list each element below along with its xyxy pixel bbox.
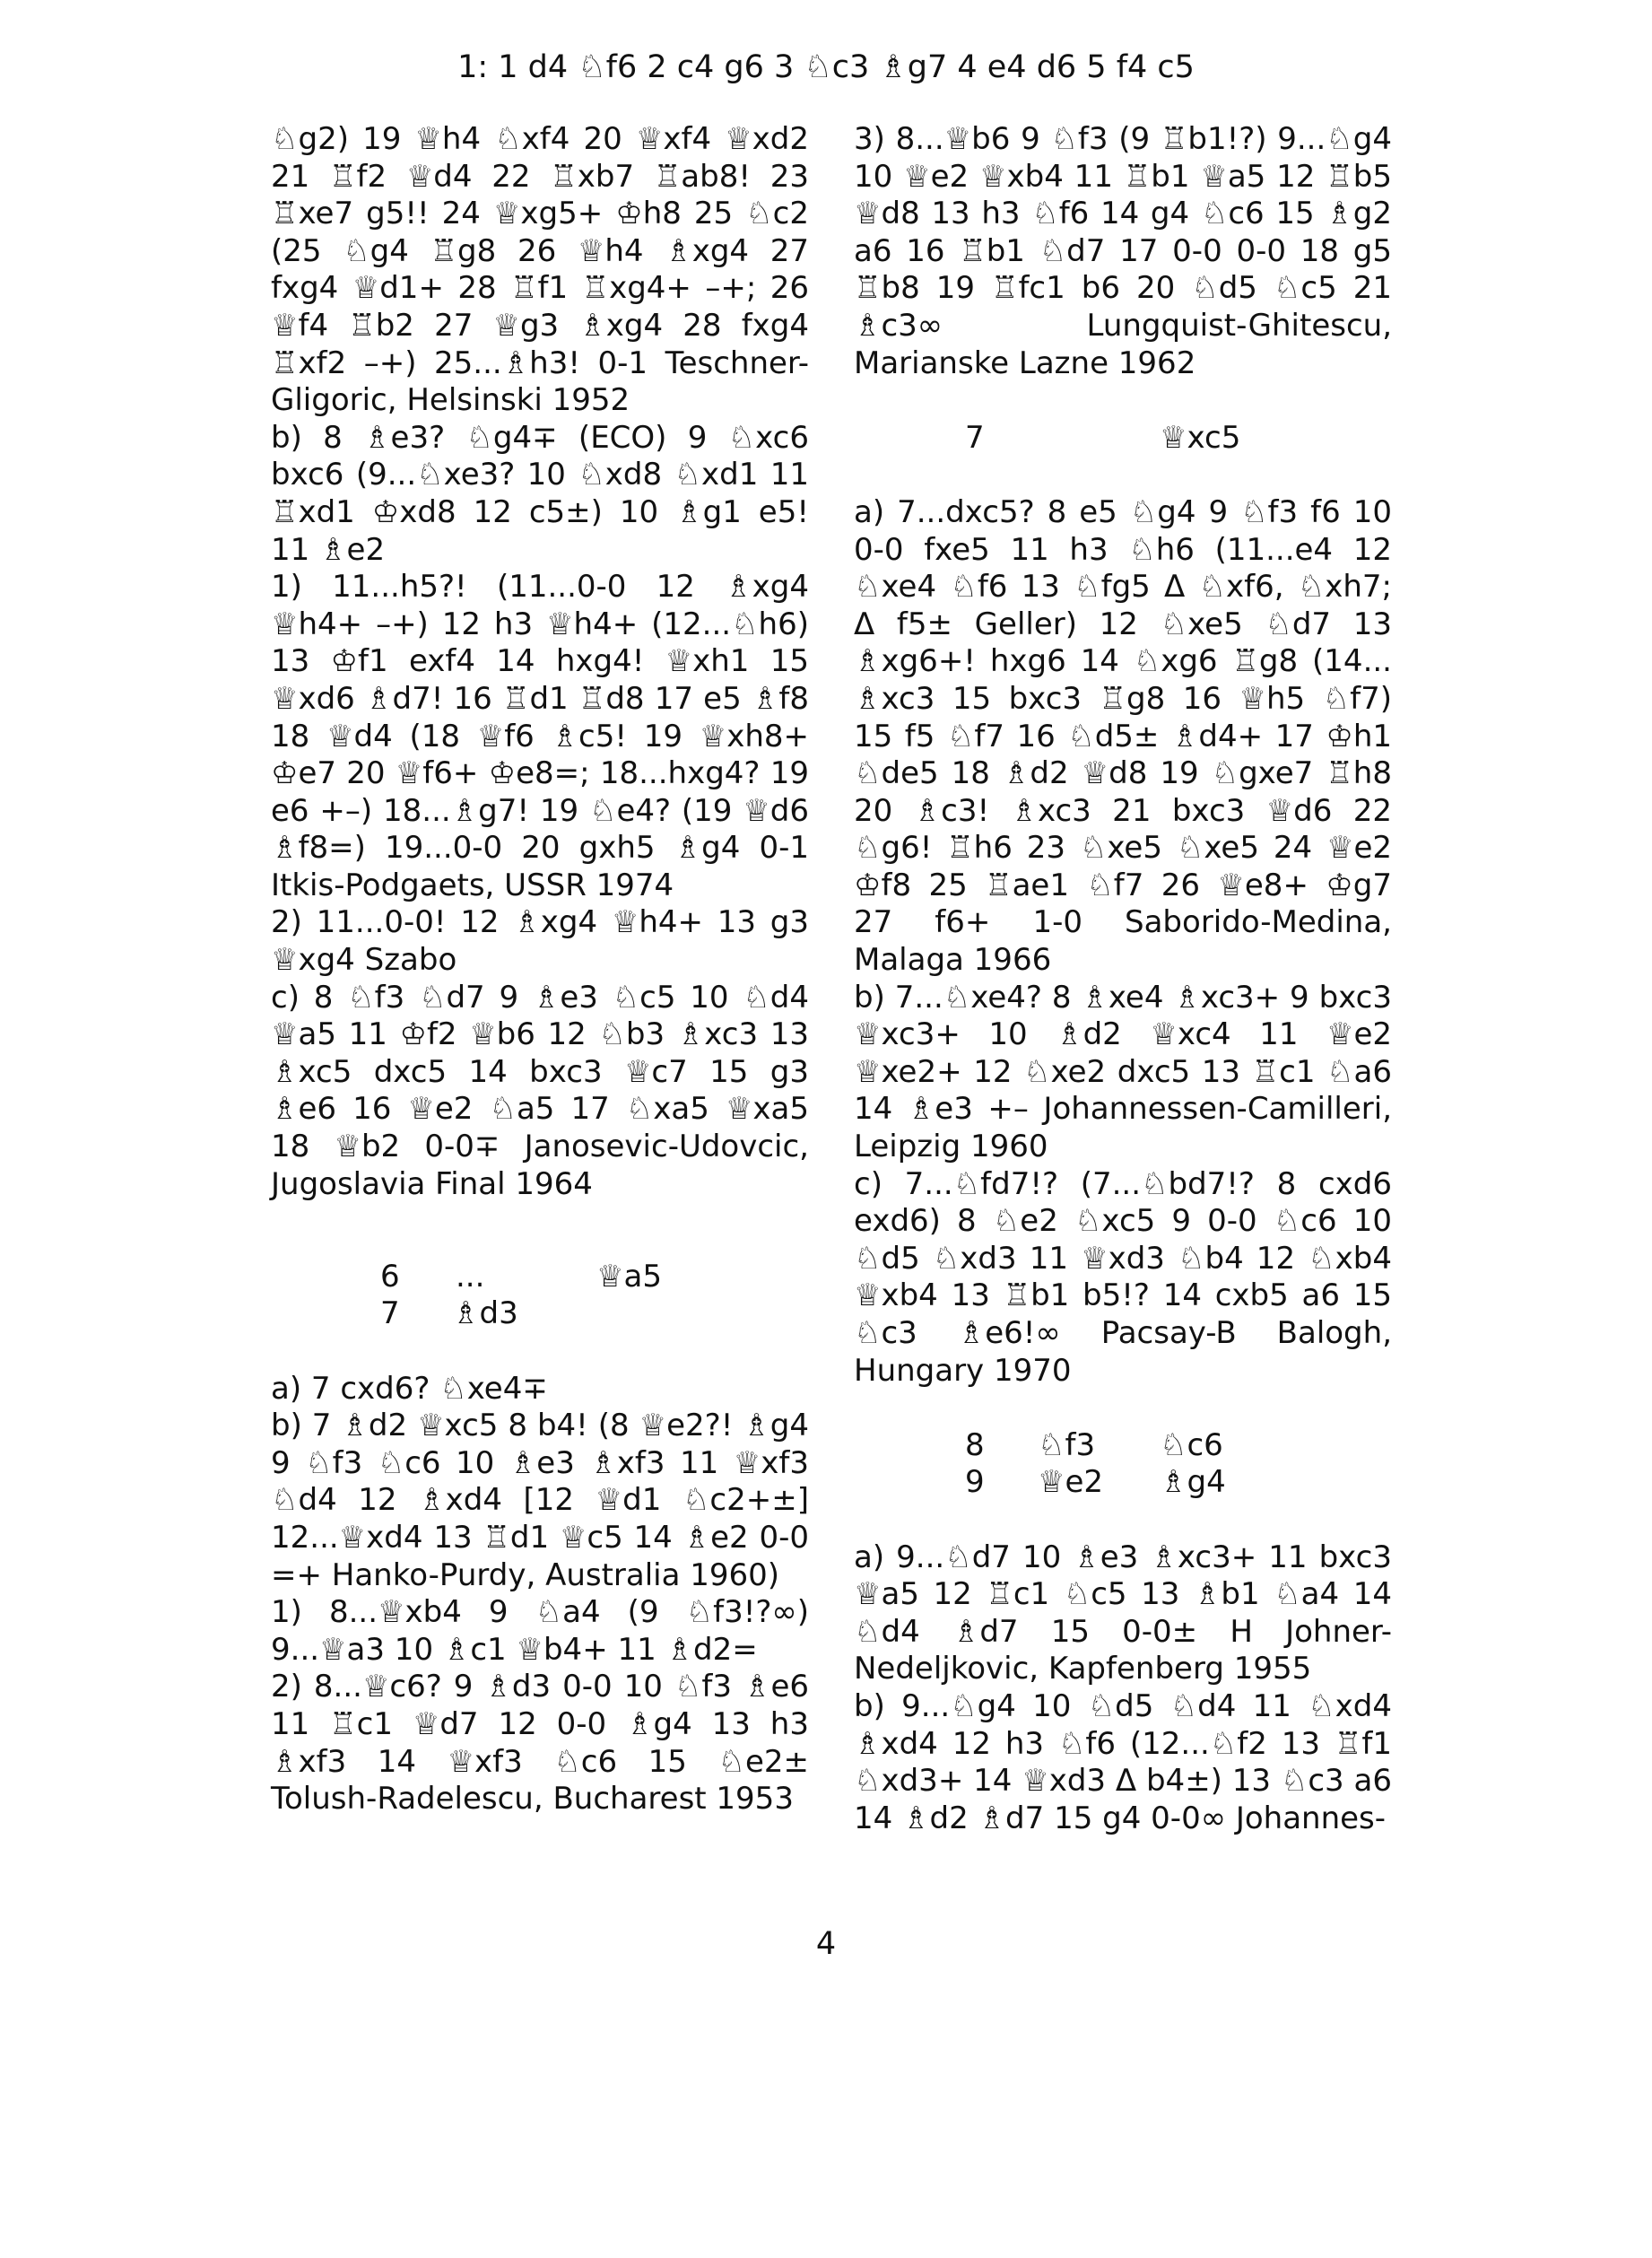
annotation-paragraph: b) 8 ♗e3? ♘g4∓ (ECO) 9 ♘xc6 bxc6 (9...♘xe3? 10 ♘xd8 ♘xd1 11 ♖xd1 ♔xd8 12 c5±) 10 ♗g1 e5! 11 ♗e2 <box>271 419 809 568</box>
spacer <box>271 1333 809 1371</box>
spacer <box>854 382 1392 420</box>
white-move: ♘f3 <box>1038 1426 1096 1463</box>
annotation-paragraph: 2) 8...♕c6? 9 ♗d3 0-0 10 ♘f3 ♗e6 11 ♖c1 ♕d7 12 0-0 ♗g4 13 h3 ♗xf3 14 ♕xf3 ♘c6 15 ♘e2± Tolush-Radelescu, Bucharest 1953 <box>271 1669 809 1818</box>
main-move-line <box>854 420 1392 458</box>
move-number: 9 <box>965 1464 985 1501</box>
spacer <box>271 1203 809 1241</box>
black-move: ♕a5 <box>596 1258 662 1295</box>
annotation-paragraph: b) 7...♘xe4? 8 ♗xe4 ♗xc3+ 9 bxc3 ♕xc3+ 10 ♗d2 ♕xc4 11 ♕e2 ♕xe2+ 12 ♘xe2 dxc5 13 ♖c1 ♘a6 14 ♗e3 +– Johannessen-Camilleri, Leipzig 1960 <box>854 979 1392 1165</box>
annotation-paragraph: c) 8 ♘f3 ♘d7 9 ♗e3 ♘c5 10 ♘d4 ♕a5 11 ♔f2 ♕b6 12 ♘b3 ♗xc3 13 ♗xc5 dxc5 14 bxc3 ♕c7 15 g3 ♗e6 16 ♕e2 ♘a5 17 ♘xa5 ♕xa5 18 ♕b2 0-0∓ Janosevic-Udovcic, Jugoslavia Final 1964 <box>271 979 809 1202</box>
main-move-line <box>271 1259 809 1296</box>
move-number: 7 <box>380 1295 400 1332</box>
right-column <box>854 121 1392 1837</box>
move-number: 8 <box>965 1426 985 1463</box>
annotation-paragraph: 1) 8...♕xb4 9 ♘a4 (9 ♘f3!?∞) 9...♕a3 10 ♗c1 ♕b4+ 11 ♗d2= <box>271 1594 809 1668</box>
annotation-paragraph: a) 7...dxc5? 8 e5 ♘g4 9 ♘f3 f6 10 0-0 fxe5 11 h3 ♘h6 (11...e4 12 ♘xe4 ♘f6 13 ♘fg5 Δ ♘xf6, ♘xh7; Δ f5± Geller) 12 ♘xe5 ♘d7 13 ♗xg6+! hxg6 14 ♘xg6 ♖g8 (14... ♗xc3 15 bxc3 ♖g8 16 ♕h5 ♘f7) 15 f5 ♘f7 16 ♘d5± ♗d4+ 17 ♔h1 ♘de5 18 ♗d2 ♕d8 19 ♘gxe7 ♖h8 20 ♗c3! ♗xc3 21 bxc3 ♕d6 22 ♘g6! ♖h6 23 ♘xe5 ♘xe5 24 ♕e2 ♔f8 25 ♖ae1 ♘f7 26 ♕e8+ ♔g7 27 f6+ 1-0 Saborido-Medina, Malaga 1966 <box>854 493 1392 979</box>
annotation-paragraph: a) 9...♘d7 10 ♗e3 ♗xc3+ 11 bxc3 ♕a5 12 ♖c1 ♘c5 13 ♗b1 ♘a4 14 ♘d4 ♗d7 15 0-0± H Johner-Nedeljkovic, Kapfenberg 1955 <box>854 1539 1392 1687</box>
spacer <box>271 1241 809 1259</box>
white-move: ♗d3 <box>452 1295 518 1332</box>
move-number: 7 <box>965 419 985 456</box>
black-move: ♕xc5 <box>1160 419 1241 456</box>
left-column <box>271 121 809 1818</box>
page-number: 4 <box>815 1926 837 1962</box>
move-number: 6 <box>380 1258 400 1295</box>
main-move-line <box>271 1295 809 1333</box>
white-move: ... <box>456 1258 485 1295</box>
annotation-paragraph: 1) 11...h5?! (11...0-0 12 ♗xg4 ♕h4+ –+) 12 h3 ♕h4+ (12...♘h6) 13 ♔f1 exf4 14 hxg4! ♕xh1 15 ♕xd6 ♗d7! 16 ♖d1 ♖d8 17 e5 ♗f8 18 ♕d4 (18 ♕f6 ♗c5! 19 ♕xh8+ ♔e7 20 ♕f6+ ♔e8=; 18...hxg4? 19 e6 +–) 18...♗g7! 19 ♘e4? (19 ♕d6 ♗f8=) 19...0-0 20 gxh5 ♗g4 0-1 Itkis-Podgaets, USSR 1974 <box>271 569 809 903</box>
annotation-paragraph: c) 7...♘fd7!? (7...♘bd7!? 8 cxd6 exd6) 8 ♘e2 ♘xc5 9 0-0 ♘c6 10 ♘d5 ♘xd3 11 ♕xd3 ♘b4 12 ♘xb4 ♕xb4 13 ♖b1 b5!? 14 cxb5 a6 15 ♘c3 ♗e6!∞ Pacsay-B Balogh, Hungary 1970 <box>854 1165 1392 1389</box>
annotation-paragraph: a) 7 cxd6? ♘xe4∓ <box>271 1370 548 1407</box>
spacer <box>854 457 1392 494</box>
main-move-line <box>854 1464 1392 1502</box>
annotation-paragraph: 3) 8...♕b6 9 ♘f3 (9 ♖b1!?) 9...♘g4 10 ♕e2 ♕xb4 11 ♖b1 ♕a5 12 ♖b5 ♕d8 13 h3 ♘f6 14 g4 ♘c6 15 ♗g2 a6 16 ♖b1 ♘d7 17 0-0 0-0 18 g5 ♖b8 19 ♖fc1 b6 20 ♘d5 ♘c5 21 ♗c3∞ Lungquist-Ghitescu, Marianske Lazne 1962 <box>854 121 1392 381</box>
annotation-paragraph: 2) 11...0-0! 12 ♗xg4 ♕h4+ 13 g3 ♕xg4 Szabo <box>271 904 809 979</box>
annotation-paragraph: b) 9...♘g4 10 ♘d5 ♘d4 11 ♘xd4 ♗xd4 12 h3 ♘f6 (12...♘f2 13 ♖f1 ♘xd3+ 14 ♕xd3 Δ b4±) 13 ♘c3 a6 14 ♗d2 ♗d7 15 g4 0-0∞ Johannes- <box>854 1687 1392 1836</box>
black-move: ♘c6 <box>1160 1426 1223 1463</box>
black-move: ♗g4 <box>1160 1464 1226 1501</box>
white-move: ♕e2 <box>1038 1464 1104 1501</box>
main-move-line <box>854 1427 1392 1465</box>
annotation-paragraph: b) 7 ♗d2 ♕xc5 8 b4! (8 ♕e2?! ♗g4 9 ♘f3 ♘c6 10 ♗e3 ♗xf3 11 ♕xf3 ♘d4 12 ♗xd4 [12 ♕d1 ♘c2+±] 12...♕xd4 13 ♖d1 ♕c5 14 ♗e2 0-0 =+ Hanko-Purdy, Australia 1960) <box>271 1408 809 1593</box>
annotation-paragraph: ♘g2) 19 ♕h4 ♘xf4 20 ♕xf4 ♕xd2 21 ♖f2 ♕d4 22 ♖xb7 ♖ab8! 23 ♖xe7 g5!! 24 ♕xg5+ ♔h8 25 ♘c2 (25 ♘g4 ♖g8 26 ♕h4 ♗xg4 27 fxg4 ♕d1+ 28 ♖f1 ♖xg4+ –+; 26 ♕f4 ♖b2 27 ♕g3 ♗xg4 28 fxg4 ♖xf2 –+) 25...♗h3! 0-1 Teschner-Gligoric, Helsinski 1952 <box>271 121 809 419</box>
spacer <box>854 1390 1392 1427</box>
running-header: 1: 1 d4 ♘f6 2 c4 g6 3 ♘c3 ♗g7 4 e4 d6 5 f4 c5 <box>457 49 1195 85</box>
spacer <box>854 1502 1392 1539</box>
